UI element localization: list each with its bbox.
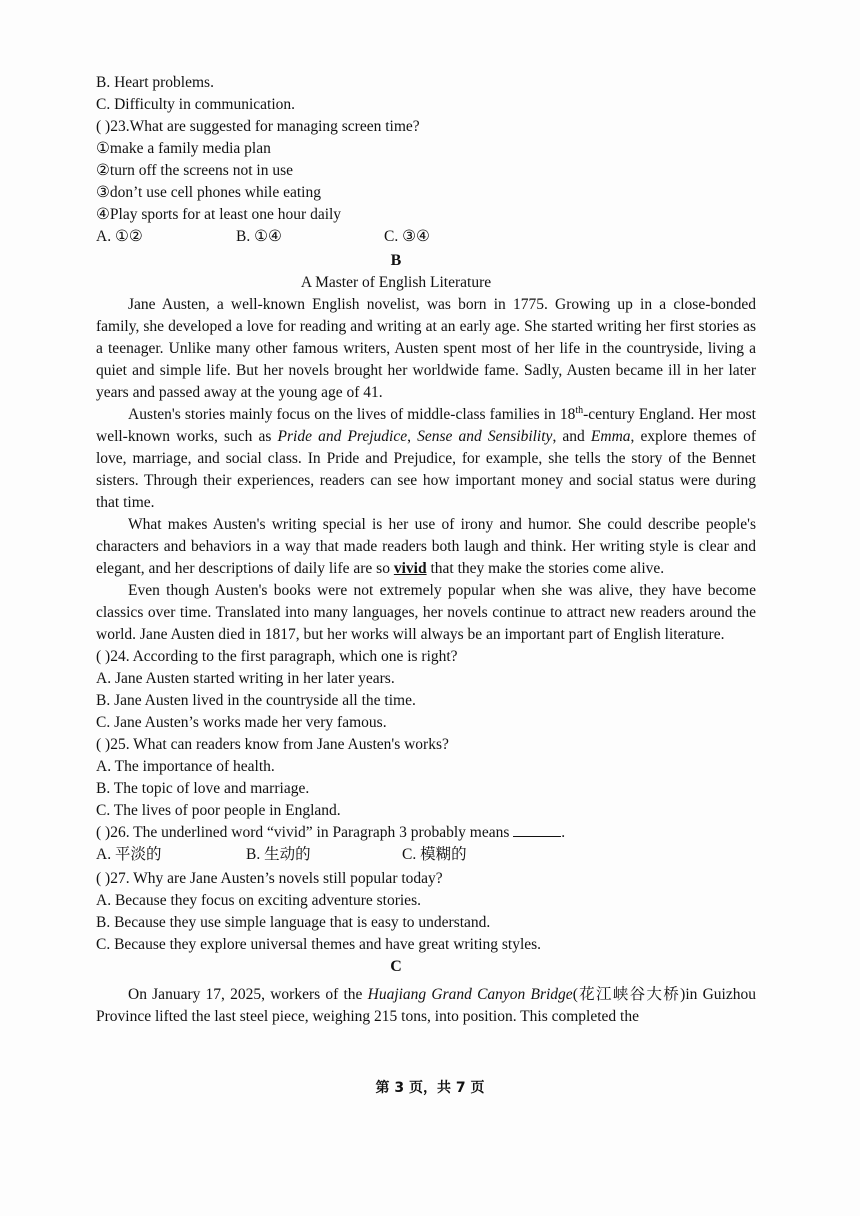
option-line: C. Difficulty in communication.	[96, 96, 296, 113]
text-span: , explore themes of love, marriage, and social class. In Pride and Prejudice, for example, she tells the story of the Bennet sisters. Through their experiences, readers can see how important money and social status were during that time.	[96, 428, 756, 511]
q23-option-c: C. ③④	[384, 228, 430, 245]
text-span: On January 17, 2025, workers of the	[128, 986, 368, 1003]
option-line: B. Heart problems.	[96, 74, 214, 91]
question-25-option-b: B. The topic of love and marriage.	[96, 780, 310, 797]
question-25-option-c: C. The lives of poor people in England.	[96, 802, 341, 819]
work-title: Emma	[590, 428, 631, 445]
text-span: that they make the stories come alive.	[426, 560, 665, 577]
question-27-stem: ( )27. Why are Jane Austen’s novels still popular today?	[96, 870, 443, 887]
passage-b-paragraph-4: Even though Austen's books were not extremely popular when she was alive, they have become classics over time. Translated into many languages, her novels continue to attract new readers around the world. Jane Austen died in 1817, but her works will always be an important part of English literature.	[96, 582, 756, 643]
page-content	[96, 72, 756, 1028]
superscript: th	[575, 404, 584, 416]
question-25-option-a: A. The importance of health.	[96, 758, 275, 775]
question-26-option-c: C. 模糊的	[402, 846, 467, 863]
bridge-name: Huajiang Grand Canyon Bridge	[367, 986, 573, 1003]
section-b-letter: B	[390, 252, 402, 269]
text-span: (花江峡谷大桥)in Guizhou Province lifted the last steel piece, weighing 215 tons, into position. This completed the	[96, 986, 756, 1025]
section-b-title: A Master of English Literature	[300, 274, 492, 291]
text-span: What makes Austen's writing special is her use of irony and humor. She could describe people's characters and behaviors in a way that made readers both laugh and think. Her writing style is clear and elegant, and her descriptions of daily life are so	[96, 516, 756, 577]
option-line: ②turn off the screens not in use	[96, 162, 293, 179]
question-stem: ( )23.What are suggested for managing screen time?	[96, 118, 420, 135]
option-line: ③don’t use cell phones while eating	[96, 184, 321, 201]
question-24-option-a: A. Jane Austen started writing in her later years.	[96, 670, 395, 687]
passage-b-paragraph-3	[96, 514, 756, 580]
page-footer: 第 3 页，共 7 页	[375, 1080, 485, 1096]
question-27-option-b: B. Because they use simple language that is easy to understand.	[96, 914, 491, 931]
option-line: ①make a family media plan	[96, 140, 271, 157]
question-26-option-b: B. 生动的	[246, 846, 311, 863]
question-26-stem: ( )26. The underlined word “vivid” in Paragraph 3 probably means	[96, 824, 510, 841]
q23-option-b: B. ①④	[236, 228, 282, 245]
text-span: , and	[552, 428, 591, 445]
work-title: Sense and Sensibility	[417, 428, 553, 445]
question-24-option-c: C. Jane Austen’s works made her very famous.	[96, 714, 387, 731]
work-title: Pride and Prejudice	[277, 428, 408, 445]
section-c-letter: C	[390, 958, 402, 975]
question-24-stem: ( )24. According to the first paragraph, which one is right?	[96, 648, 458, 665]
question-26-option-a: A. 平淡的	[96, 846, 162, 863]
q23-options-row	[96, 226, 756, 250]
question-27-option-a: A. Because they focus on exciting adventure stories.	[96, 892, 421, 909]
question-27-option-c: C. Because they explore universal themes and have great writing styles.	[96, 936, 542, 953]
text-span: ,	[407, 428, 418, 445]
underlined-word: vivid	[393, 560, 427, 577]
text-span: -century England. Her most well-known works, such as	[96, 406, 756, 445]
answer-blank	[513, 822, 561, 837]
option-line: ④Play sports for at least one hour daily	[96, 206, 342, 223]
q26-options-row	[96, 844, 756, 868]
q23-option-a: A. ①②	[96, 228, 143, 245]
passage-c-paragraph-1	[96, 984, 756, 1028]
passage-b-paragraph-2	[96, 404, 756, 514]
question-26-end: .	[561, 824, 566, 841]
passage-b-paragraph-1: Jane Austen, a well-known English novelist, was born in 1775. Growing up in a close-bonded family, she developed a love for reading and writing at an early age. She started writing her first stories as a teenager. Unlike many other famous writers, Austen spent most of her life in the countryside, living a quiet and simple life. But her novels brought her worldwide fame. Sadly, Austen became ill in her later years and passed away at the young age of 41.	[96, 296, 756, 401]
question-26-stem-line	[96, 822, 756, 844]
text-span: Austen's stories mainly focus on the lives of middle-class families in 18	[128, 406, 576, 423]
question-24-option-b: B. Jane Austen lived in the countryside all the time.	[96, 692, 416, 709]
question-25-stem: ( )25. What can readers know from Jane Austen's works?	[96, 736, 449, 753]
